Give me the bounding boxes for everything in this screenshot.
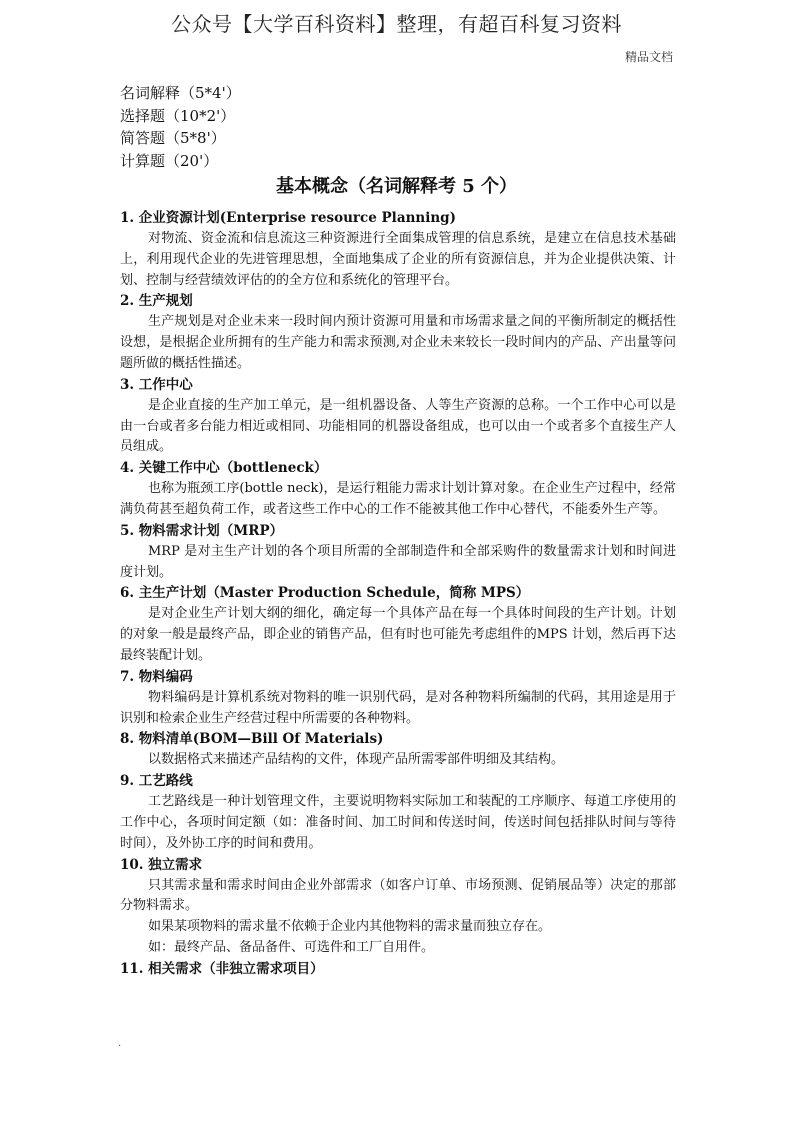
section-heading: 3. 工作中心: [120, 376, 193, 393]
section-heading: 8. 物料清单(BOM—Bill Of Materials): [120, 731, 384, 748]
exam-type-item: 名词解释（5*4'）: [120, 84, 241, 102]
concept-section: [120, 959, 676, 980]
concept-section: [120, 458, 676, 521]
section-paragraph: 对物流、资金流和信息流这三种资源进行全面集成管理的信息系统，是建立在信息技术基础上，利用现代企业的先进管理思想，全面地集成了企业的所有资源信息，并为企业提供决策、计划、控制与经营绩效评估的的全方位和系统化的管理平台。: [120, 231, 676, 288]
section-heading: 1. 企业资源计划(Enterprise resource Planning): [120, 210, 456, 226]
section-paragraph: 工艺路线是一种计划管理文件，主要说明物料实际加工和装配的工序顺序、每道工序使用的工作中心，各项时间定额（如：准备时间、加工时间和传送时间，传送时间包括排队时间与等待时间），及外协工序的时间和费用。: [120, 794, 676, 851]
section-heading: 7. 物料编码: [120, 668, 193, 685]
exam-type-item: 选择题（10*2'）: [120, 106, 236, 125]
concept-section: [120, 855, 676, 959]
exam-type-item: 计算题（20'）: [120, 151, 219, 170]
section-paragraph: 也称为瓶颈工序(bottle neck)，是运行粗能力需求计划计算对象。在企业生产过程中，经常满负荷甚至超负荷工作，或者这些工作中心的工作不能被其他工作中心替代，不能委外生产等。: [120, 481, 676, 517]
corner-label: 精品文档: [624, 50, 673, 64]
section-paragraph: MRP 是对主生产计划的各个项目所需的全部制造件和全部采购件的数量需求计划和时间进度计划。: [120, 543, 676, 580]
section-paragraph: 如果某项物料的需求量不依赖于企业内其他物料的需求量而独立存在。: [148, 919, 552, 935]
exam-type-item: 简答题（5*8'）: [120, 129, 226, 147]
concept-section: [120, 667, 676, 730]
section-paragraph: 物料编码是计算机系统对物料的唯一识别代码，是对各种物料所编制的代码，其用途是用于识别和检索企业生产经营过程中所需要的各种物料。: [120, 689, 676, 726]
exam-type-list: [120, 82, 241, 172]
concept-section: [120, 521, 676, 584]
concept-section: [120, 208, 676, 291]
concept-section: [120, 771, 676, 854]
section-paragraph: 以数据格式来描述产品结构的文件，体现产品所需零部件明细及其结构。: [148, 752, 565, 768]
page-title: 基本概念（名词解释考 5 个）: [275, 176, 518, 197]
section-heading: 5. 物料需求计划（MRP）: [120, 522, 284, 539]
section-paragraph: 生产规划是对企业未来一段时间内预计资源可用量和市场需求量之间的平衡所制定的概括性设想，是根据企业所拥有的生产能力和需求预测,对企业未来较长一段时间内的产品、产出量等问题所做的概括性描述。: [120, 314, 676, 371]
section-heading: 2. 生产规划: [120, 293, 193, 310]
concept-section: [120, 583, 676, 666]
section-heading: 10. 独立需求: [120, 856, 203, 873]
footer-mark: .: [118, 1038, 122, 1049]
concept-section: [120, 291, 676, 374]
section-paragraph: 只其需求量和需求时间由企业外部需求（如客户订单、市场预测、促销展品等）决定的那部分物料需求。: [120, 877, 676, 914]
section-heading: 4. 关键工作中心（bottleneck）: [120, 460, 328, 477]
section-heading: 11. 相关需求（非独立需求项目）: [120, 960, 324, 977]
concept-section: [120, 375, 676, 458]
concept-section: [120, 729, 676, 771]
section-heading: 6. 主生产计划（Master Production Schedule，简称 MPS）: [120, 585, 530, 602]
section-paragraph: 是对企业生产计划大纲的细化，确定每一个具体产品在每一个具体时间段的生产计划。计划的对象一般是最终产品，即企业的销售产品，但有时也可能先考虑组件的MPS 计划，然后再下达最终装配计划。: [120, 606, 676, 663]
section-heading: 9. 工艺路线: [120, 773, 193, 790]
section-paragraph: 是企业直接的生产加工单元，是一组机器设备、人等生产资源的总称。一个工作中心可以是由一台或者多台能力相近或相同、功能相同的机器设备组成，也可以由一个或者多个直接生产人员组成。: [120, 397, 676, 455]
section-paragraph: 如：最终产品、备品备件、可选件和工厂自用件。: [148, 939, 435, 955]
concept-list: [120, 208, 676, 980]
source-banner: 公众号【大学百科资料】整理，有超百科复习资料: [171, 12, 622, 36]
